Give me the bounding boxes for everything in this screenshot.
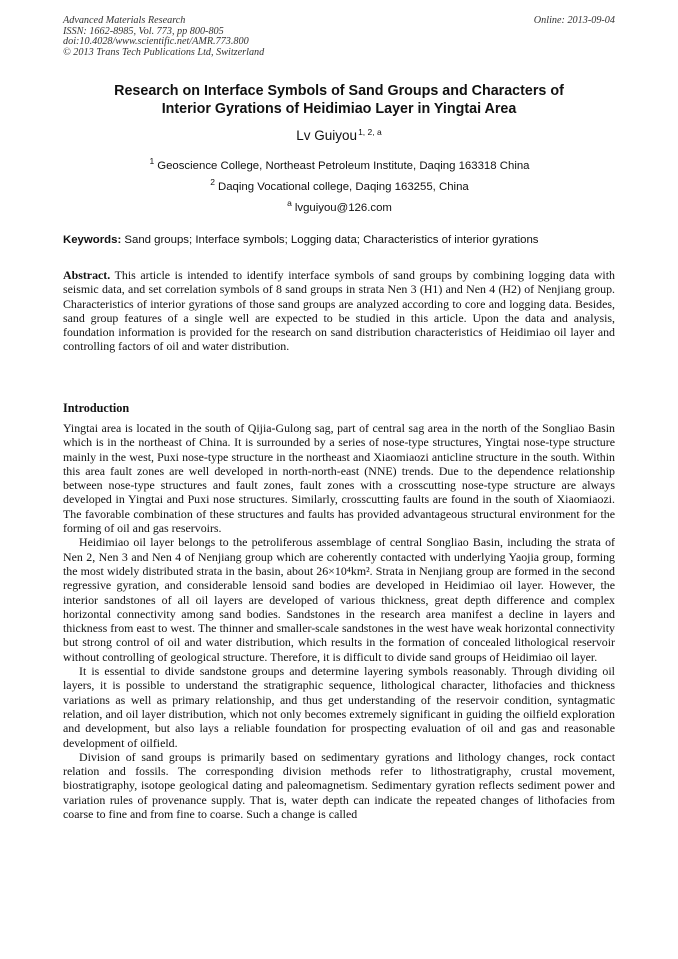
intro-paragraph-4: Division of sand groups is primarily based on sedimentary gyrations and lithology changes, rock contact relation and fossils. The corresponding division methods refer to lithostratigraphy, crustal movement, biostratigraphy, isotope geological dating and paleomagnetism. Sedimentary gyration reflects sediment power and variation rules of provenance supply. That is, water depth can indicate the repeated changes of lithofacies from coarse to fine and from fine to coarse. Such a change is called bbox=[63, 749, 615, 822]
affiliation-1 bbox=[0, 156, 678, 172]
paper-title bbox=[40, 82, 638, 118]
affiliation-1-mark: 1 bbox=[149, 156, 155, 166]
journal-header bbox=[63, 16, 615, 58]
email-text: lvguiyou@126.com bbox=[294, 202, 392, 214]
intro-paragraph-1: Yingtai area is located in the south of Qijia-Gulong sag, part of central sag area in the north of the Songliao Basin which is in the northeast of China. It is surrounded by a series of nose-type structures, Yingtai nose-type structure mainly in the west, Puxi nose-type structure in the northeast and Xiaomiaozi anticline structure in the south. Within this area fault zones are well developed in north-north-east (NNE) trends. Due to the dependence relationship between nose-type structures and fault zones, fault zones with a crosscutting nose-type structure are always developed in Yingtai and Puxi nose structures. Similarly, crosscutting faults are found in the south of Xiaomiaozi. The favorable combination of these structures and faults has provided advantageous structural environment for the forming of oil and gas reservoirs. bbox=[63, 421, 615, 536]
online-date: Online: 2013-09-04 bbox=[533, 15, 615, 26]
abstract-text: This article is intended to identify interface symbols of sand groups by combining logging data with seismic data, and set correlation symbols of 8 sand groups in strata Nen 3 (H1) and Nen 4 (H2) of Nenjiang group. Characteristics of interior gyrations of those sand groups are analyzed according to core and logging data. Besides, sand group features of a single well are expected to be studied in this article. Upon the data and analysis, foundation information is provided for the research on sand distribution characteristics of Heidimiao oil layer and controlling factors of oil and water distribution. bbox=[63, 268, 615, 354]
introduction-body bbox=[63, 421, 615, 821]
title-line-2: Interior Gyrations of Heidimiao Layer in Yingtai Area bbox=[161, 101, 517, 117]
keywords-text: Sand groups; Interface symbols; Logging data; Characteristics of interior gyrations bbox=[124, 234, 539, 246]
issn-line: ISSN: 1662-8985, Vol. 773, pp 800-805 bbox=[63, 25, 224, 37]
intro-paragraph-2: Heidimiao oil layer belongs to the petroliferous assemblage of central Songliao Basin, including the strata of Nen 2, Nen 3 and Nen 4 of Nenjiang group which are coherently contacted with underlying Yaojia group, forming the most widely distributed strata in the basin, about 26×10⁴km². Strata in Nenjiang group are formed in the second regressive gyration, and considerable lensoid sand bodies are developed in Heidimiao oil layer. However, the interior sandstones of all oil layers are developed of various thickness, great depth difference and complex horizontal connectivity among sand bodies. Sandstones in the research area manifest a decline in layers and thickness from east to west. The thinner and smaller-scale sandstones in the west have weak horizontal connectivity but strong control of oil and water distribution, which results in the formation of concealed lithological reservoir without controlling of geological structure. Therefore, it is difficult to divide sand groups of Heidimiao oil layer. bbox=[63, 535, 615, 664]
title-line-1: Research on Interface Symbols of Sand Groups and Characters of bbox=[114, 83, 564, 99]
author-line bbox=[0, 127, 678, 143]
keywords-label: Keywords: bbox=[63, 234, 122, 246]
author-name: Lv Guiyou bbox=[296, 128, 358, 143]
abstract bbox=[63, 268, 615, 354]
affiliation-2-mark: 2 bbox=[210, 177, 215, 187]
introduction-heading: Introduction bbox=[63, 401, 130, 415]
affiliation-2 bbox=[0, 177, 678, 193]
affiliation-2-text: Daqing Vocational college, Daqing 163255, China bbox=[217, 181, 469, 193]
abstract-label: Abstract. bbox=[63, 268, 111, 282]
affiliation-1-text: Geoscience College, Northeast Petroleum Institute, Daqing 163318 China bbox=[157, 160, 530, 172]
copyright-line: © 2013 Trans Tech Publications Ltd, Switzerland bbox=[63, 46, 265, 58]
journal-name: Advanced Materials Research bbox=[63, 15, 186, 26]
email-mark: a bbox=[287, 198, 292, 208]
doi-line: doi:10.4028/www.scientific.net/AMR.773.800 bbox=[63, 36, 249, 48]
intro-paragraph-3: It is essential to divide sandstone groups and determine layering symbols reasonably. Through dividing oil layers, it is possible to understand the stratigraphic sequence, lithological character, lithofacies and thickness variations as well as primary relationship, and thus get understanding of the reservoir condition, syntagmatic relation, and oil layer distribution, which not only becomes extremely significant in guiding the oilfield exploration and development, but also lays a reliable foundation for prospecting evaluation of oil and gas and reasonable development of oilfield. bbox=[63, 664, 615, 750]
author-affiliation-marks: 1, 2, a bbox=[358, 127, 382, 137]
keywords bbox=[63, 234, 615, 246]
author-email bbox=[0, 198, 678, 214]
